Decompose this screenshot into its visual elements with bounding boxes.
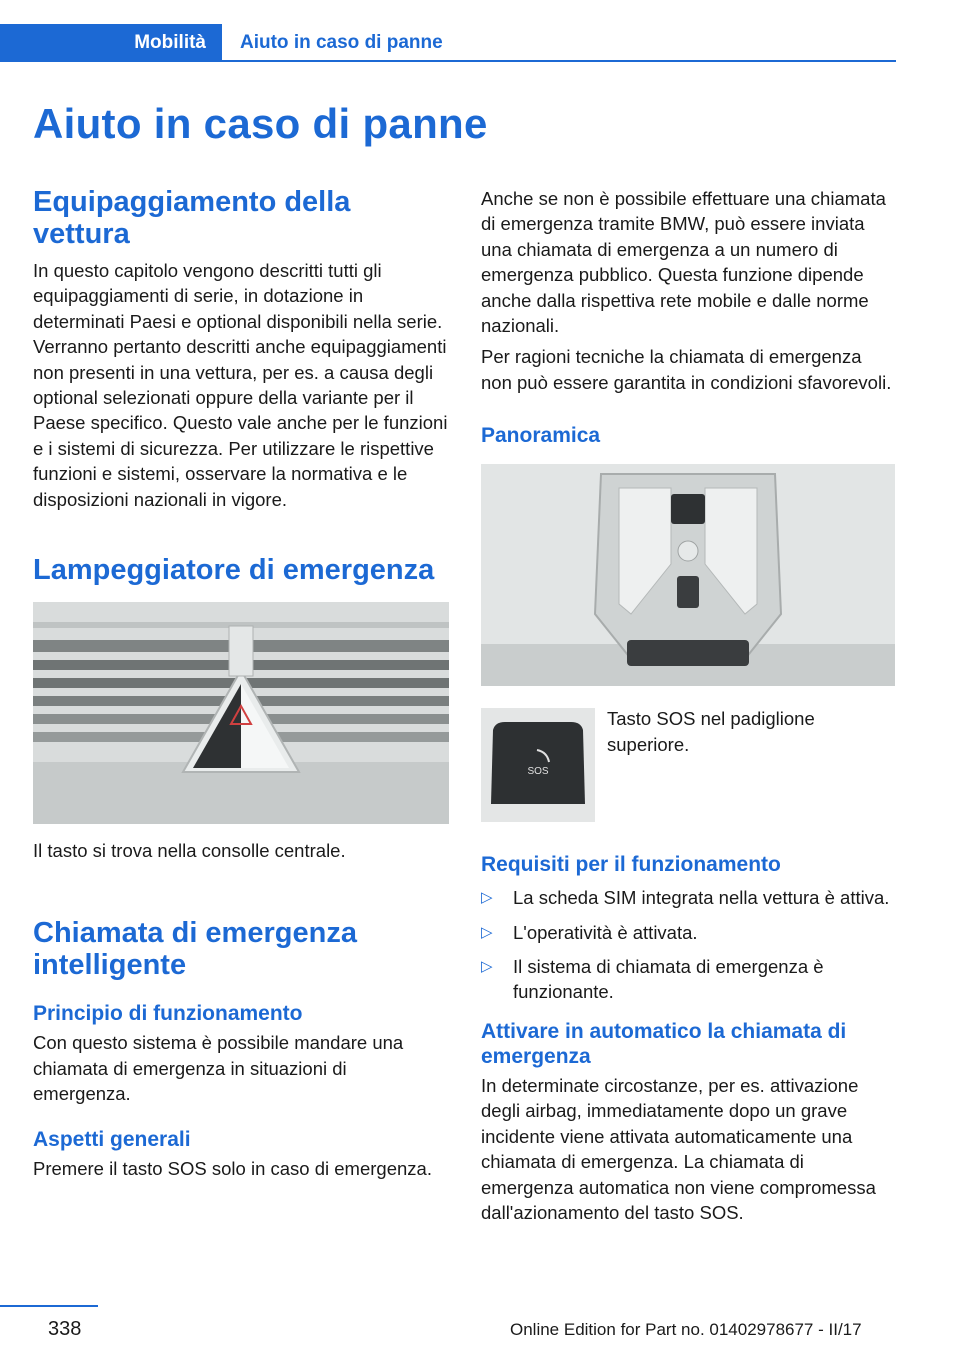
- overhead-console-image: [481, 464, 895, 686]
- sos-caption: Tasto SOS nel padiglione superiore.: [607, 708, 815, 755]
- overhead-console-illustration: [481, 464, 895, 686]
- requirements-list: [481, 885, 897, 1005]
- edition-text: Online Edition for Part no. 01402978677 - II/17: [510, 1320, 862, 1339]
- general-text: Premere il tasto SOS solo in caso di emergenza.: [33, 1157, 432, 1179]
- overview-heading: Panoramica: [481, 424, 601, 448]
- breadcrumb[interactable]: Aiuto in caso di panne: [240, 32, 443, 53]
- list-item: [481, 920, 897, 945]
- page-title: Aiuto in caso di panne: [33, 100, 488, 147]
- hazard-heading: Lampeggiatore di emergenza: [33, 554, 435, 587]
- ecall-intro-text: Anche se non è possibile effettuare una chiamata di emergenza tramite BMW, può essere inviata una chiamata di emergenza a un numero di emergenza pubblico. Questa funzione dipende anche dalla rispettiva rete mobile e dalle norme nazionali.: [481, 188, 886, 337]
- ecall-heading: Chiamata di emergenza intelligente: [33, 917, 357, 982]
- auto-call-heading: Attivare in automatico la chiamata di emergenza: [481, 1019, 847, 1068]
- list-item-text: L'operatività è attivata.: [513, 921, 698, 943]
- footer-rule: [0, 1305, 98, 1307]
- list-item-text: Il sistema di chiamata di emergenza è funzionante.: [513, 956, 824, 1003]
- section-tab[interactable]: [0, 24, 222, 62]
- sos-text: SOS: [527, 766, 549, 778]
- general-heading: Aspetti generali: [33, 1127, 191, 1151]
- list-item: [481, 954, 897, 1005]
- sos-button-image: [481, 708, 595, 822]
- triangle-bullet-icon: ▷: [481, 923, 493, 941]
- left-column: [33, 182, 449, 1181]
- section-label: Mobilità: [134, 32, 206, 53]
- principle-heading: Principio di funzionamento: [33, 1002, 303, 1026]
- list-item: [481, 885, 897, 910]
- right-column: [481, 182, 897, 1225]
- page-number: 338: [48, 1318, 82, 1340]
- equipment-heading: Equipaggiamento della vettura: [33, 186, 351, 250]
- principle-text: Con questo sistema è possibile mandare una chiamata di emergenza in situazioni di emergenza.: [33, 1032, 404, 1105]
- list-item-text: La scheda SIM integrata nella vettura è attiva.: [513, 887, 890, 909]
- triangle-bullet-icon: ▷: [481, 958, 493, 976]
- auto-call-text: In determinate circostanze, per es. attivazione degli airbag, immediatamente dopo un grave incidente viene attivata automaticamente una chiamata di emergenza. La chiamata di emergenza automatica non viene compromessa dall'azionamento del tasto SOS.: [481, 1074, 876, 1223]
- header-rule: [222, 60, 896, 62]
- sos-row: [481, 708, 897, 822]
- hazard-caption: Il tasto si trova nella consolle centrale.: [33, 840, 346, 862]
- hazard-console-illustration: [33, 602, 449, 824]
- requirements-heading: Requisiti per il funzionamento: [481, 853, 781, 877]
- equipment-text: In questo capitolo vengono descritti tutti gli equipaggiamenti di serie, in dotazione in determinati Paesi e optional disponibili nella serie. Verranno pertanto descritti anche equipaggiamenti non presenti in una vettura, per es. a causa degli optional selezionati oppure della variante per il Paese specifico. Questo vale anche per le funzioni e i sistemi di sicurezza. Per utilizzare le rispettive funzioni e sistemi, osservare la normativa e le disposizioni nazionali in vigore.: [33, 260, 448, 510]
- ecall-technical-text: Per ragioni tecniche la chiamata di emergenza non può essere garantita in condizioni sfavorevoli.: [481, 346, 892, 393]
- hazard-button-image: [33, 602, 449, 824]
- sos-button-illustration: [481, 708, 595, 822]
- triangle-bullet-icon: ▷: [481, 889, 493, 907]
